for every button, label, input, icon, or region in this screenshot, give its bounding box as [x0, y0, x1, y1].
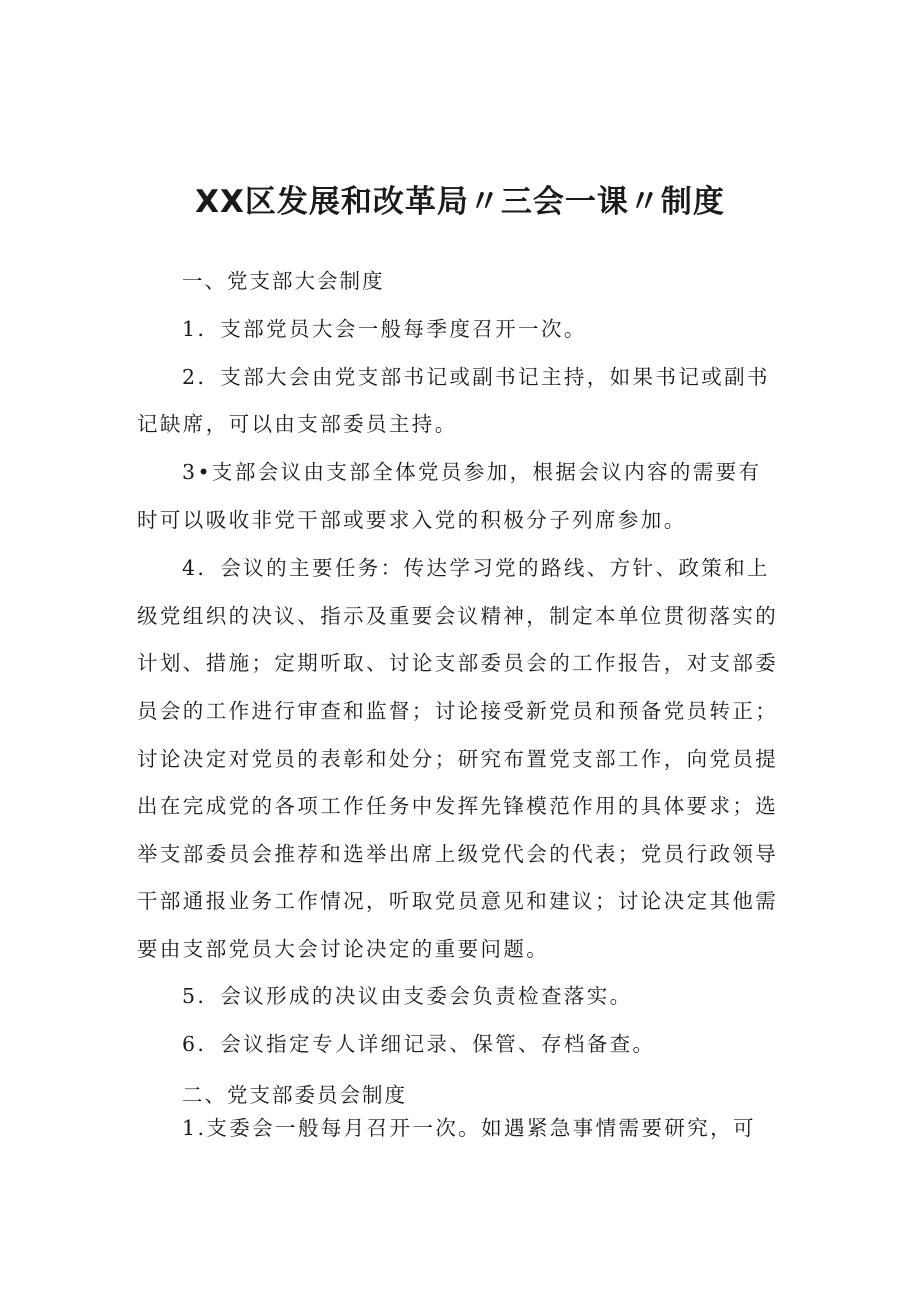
- paragraph-line: 记缺席，可以由支部委员主持。: [137, 412, 458, 436]
- paragraph-line: 举支部委员会推荐和选举出席上级党代会的代表；党员行政领导: [137, 842, 779, 866]
- paragraph-line: 讨论决定对党员的表彰和处分；研究布置党支部工作，向党员提: [137, 747, 779, 771]
- paragraph-line: 员会的工作进行审查和监督；讨论接受新党员和预备党员转正；: [137, 699, 779, 723]
- paragraph-line: 4．会议的主要任务：传达学习党的路线、方针、政策和上: [182, 556, 770, 580]
- section-heading-1: 一、党支部大会制度: [182, 269, 385, 293]
- section-heading-2: 二、党支部委员会制度: [182, 1083, 407, 1107]
- paragraph-line: 出在完成党的各项工作任务中发挥先锋模范作用的具体要求；选: [137, 794, 779, 818]
- document-title: XX区发展和改革局〃三会一课〃制度: [195, 184, 725, 220]
- paragraph-line: 5．会议形成的决议由支委会负责检查落实。: [182, 984, 633, 1008]
- paragraph-line: 1．支部党员大会一般每季度召开一次。: [182, 317, 587, 341]
- paragraph-line: 干部通报业务工作情况，听取党员意见和建议；讨论决定其他需: [137, 889, 779, 913]
- paragraph-line: 6．会议指定专人详细记录、保管、存档备查。: [182, 1032, 656, 1056]
- paragraph-line: 计划、措施；定期听取、讨论支部委员会的工作报告，对支部委: [137, 651, 779, 675]
- paragraph-line: 要由支部党员大会讨论决定的重要问题。: [137, 937, 550, 961]
- paragraph-line: 3•支部会议由支部全体党员参加，根据会议内容的需要有: [182, 460, 762, 484]
- paragraph-line: 2．支部大会由党支部书记或副书记主持，如果书记或副书: [182, 365, 770, 389]
- paragraph-line: 时可以吸收非党干部或要求入党的积极分子列席参加。: [137, 508, 687, 532]
- paragraph-line: 级党组织的决议、指示及重要会议精神，制定本单位贯彻落实的: [137, 604, 779, 628]
- paragraph-line: 1.支委会一般每月召开一次。如遇紧急事情需要研究，可: [182, 1116, 756, 1140]
